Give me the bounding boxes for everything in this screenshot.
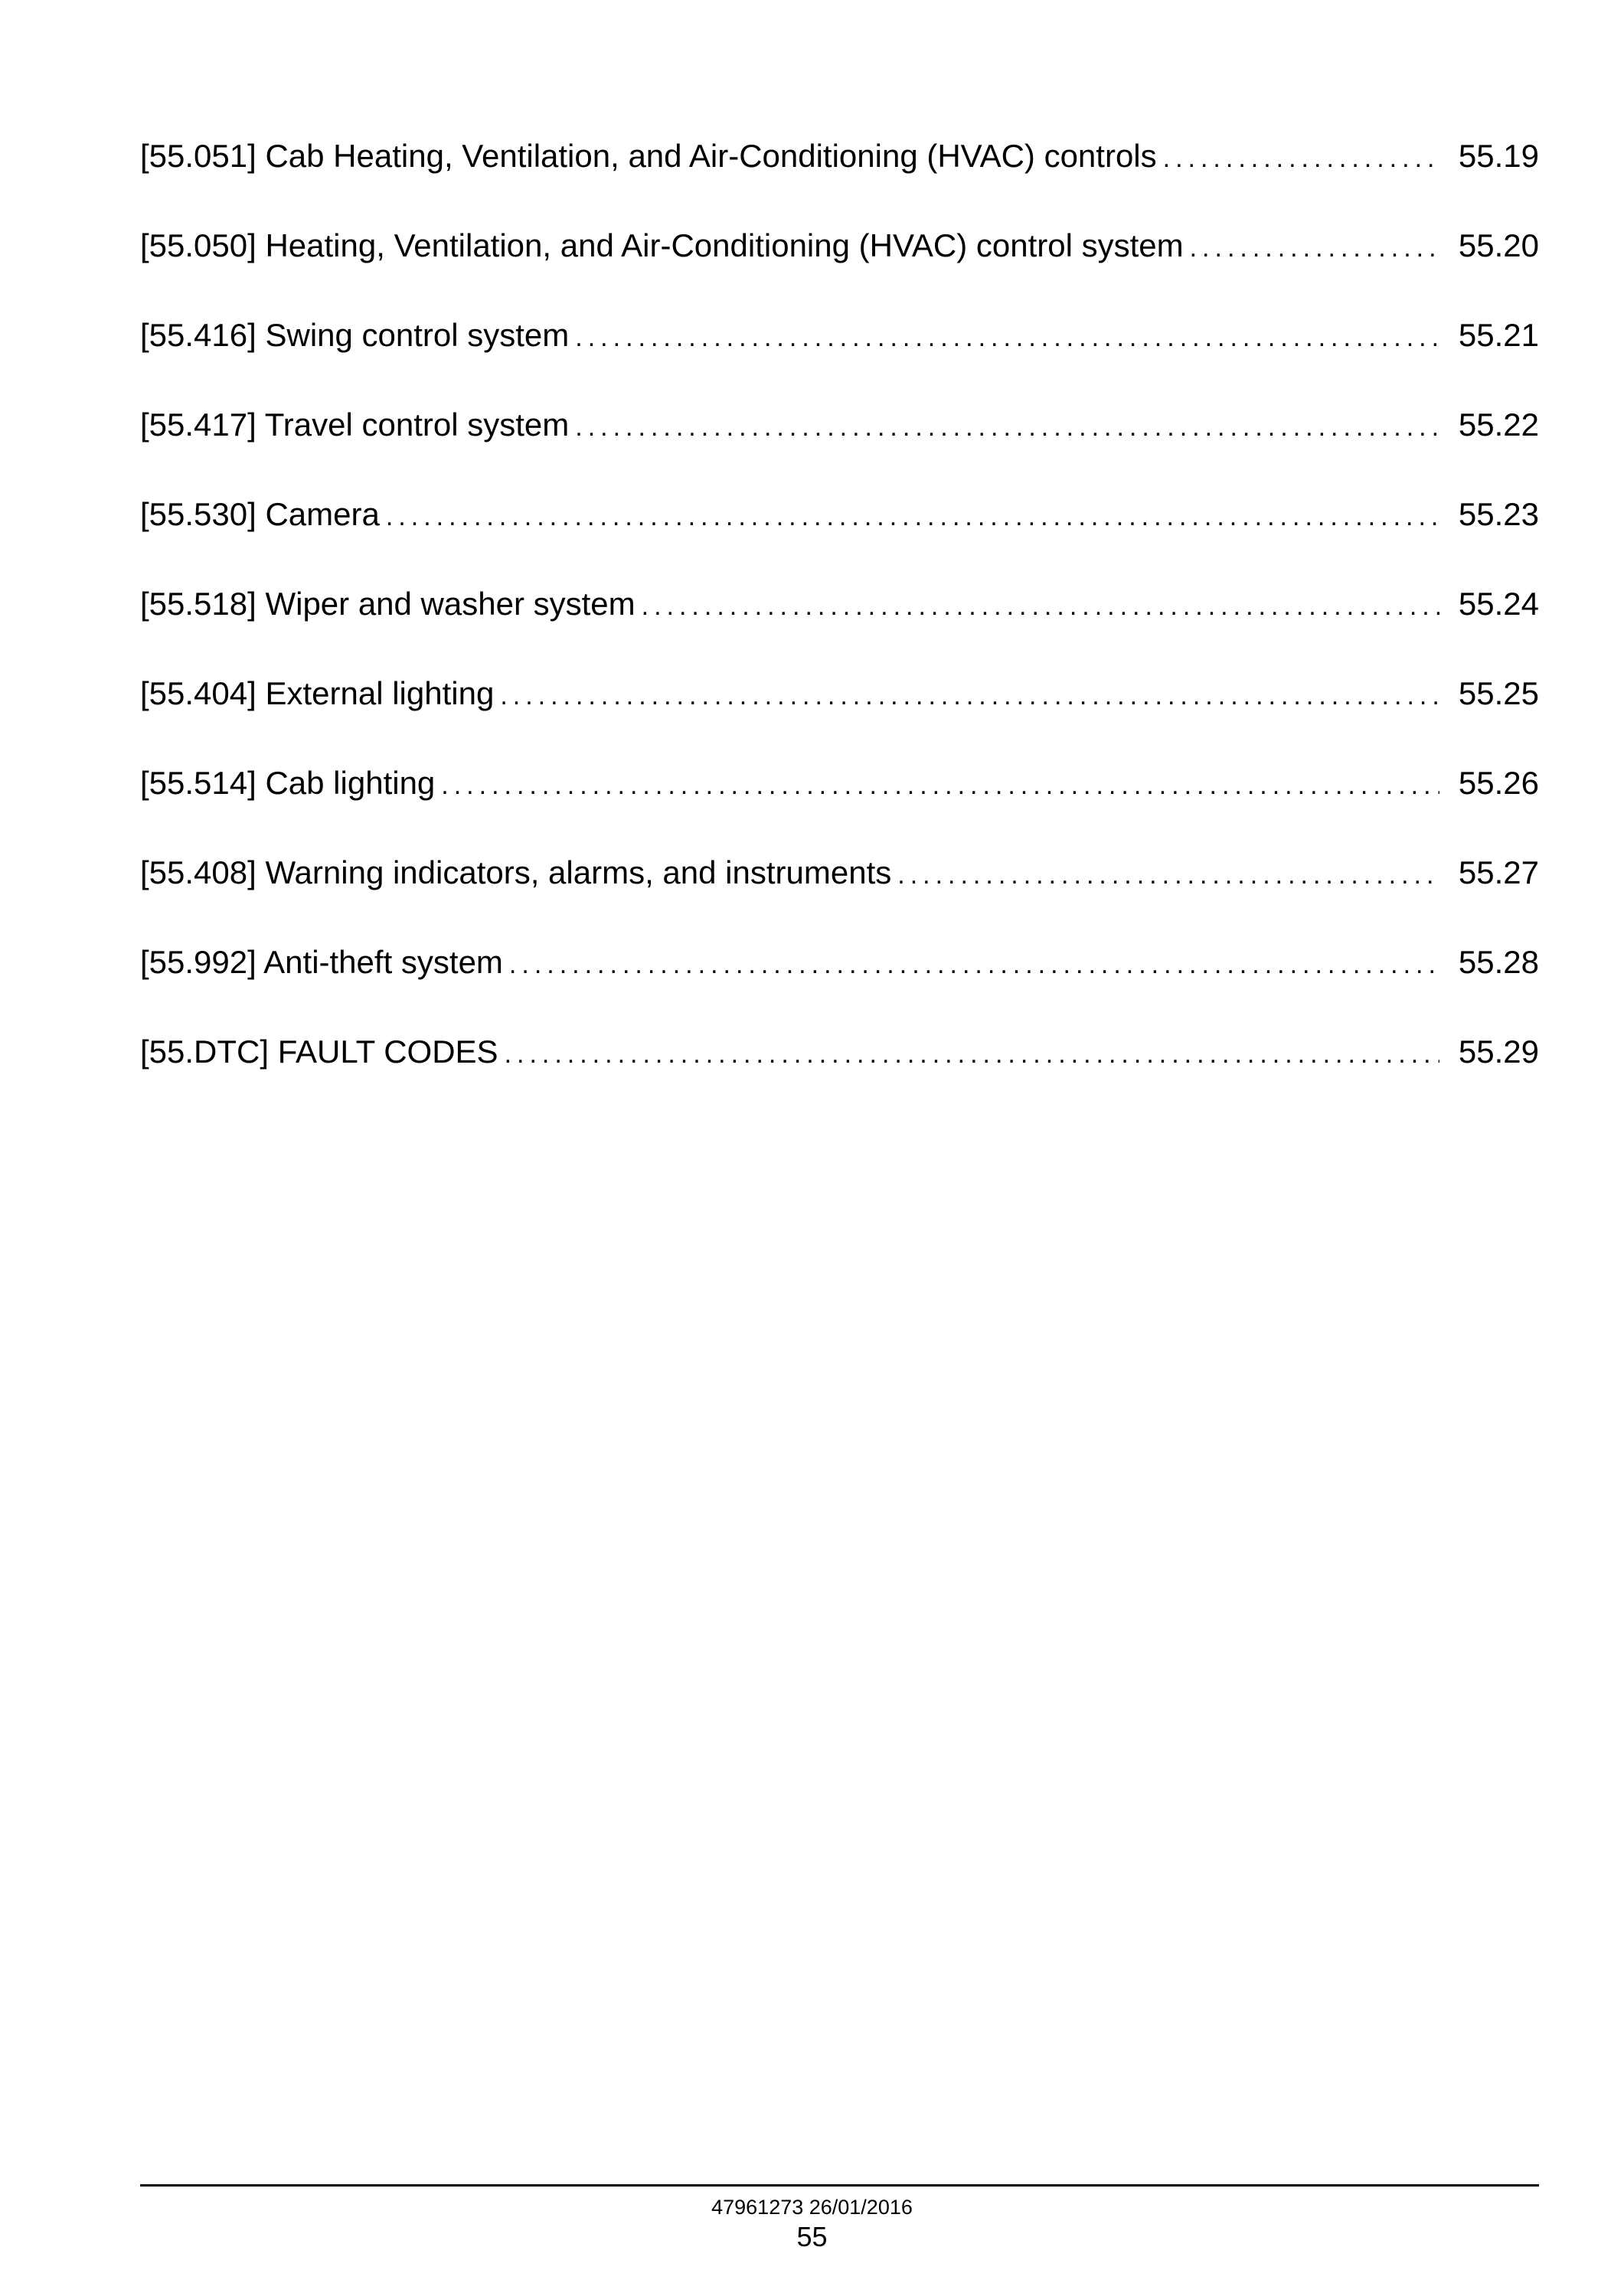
toc-entry[interactable] — [140, 939, 1539, 1029]
dot-leader — [386, 494, 1439, 540]
footer-document-id: 47961273 26/01/2016 — [711, 2196, 913, 2219]
toc-entry-page[interactable]: 55.28 — [1458, 944, 1539, 980]
toc-entry-title[interactable]: [55.518] Wiper and washer system — [140, 586, 636, 622]
toc-entry-page[interactable]: 55.26 — [1458, 765, 1539, 801]
toc-entry-title[interactable]: [55.992] Anti-theft system — [140, 944, 503, 980]
dot-leader — [642, 583, 1439, 629]
toc-entry[interactable] — [140, 760, 1539, 850]
toc-entry-page[interactable]: 55.27 — [1458, 854, 1539, 890]
toc-entry-title[interactable]: [55.404] External lighting — [140, 675, 495, 711]
toc-entry[interactable] — [140, 1029, 1539, 1119]
dot-leader — [509, 942, 1439, 988]
toc-entry-title[interactable]: [55.051] Cab Heating, Ventilation, and Air-Conditioning (HVAC) controls — [140, 138, 1157, 174]
toc-entry[interactable] — [140, 850, 1539, 939]
dot-leader — [500, 673, 1439, 719]
toc-entry[interactable] — [140, 133, 1539, 223]
toc-entry-page[interactable]: 55.22 — [1458, 407, 1539, 443]
toc-entry[interactable] — [140, 312, 1539, 402]
toc-entry-page[interactable]: 55.24 — [1458, 586, 1539, 622]
toc-entry-page[interactable]: 55.25 — [1458, 675, 1539, 711]
dot-leader — [441, 763, 1439, 808]
dot-leader — [1163, 136, 1439, 181]
dot-leader — [575, 404, 1439, 450]
toc-entry[interactable] — [140, 671, 1539, 760]
toc-entry-title[interactable]: [55.DTC] FAULT CODES — [140, 1034, 498, 1070]
dot-leader — [897, 852, 1439, 898]
toc-entry-title[interactable]: [55.408] Warning indicators, alarms, and instruments — [140, 854, 892, 890]
toc-entry[interactable] — [140, 223, 1539, 312]
toc-entry[interactable] — [140, 492, 1539, 581]
footer-divider — [140, 2184, 1539, 2187]
toc-entry-page[interactable]: 55.19 — [1458, 138, 1539, 174]
dot-leader — [575, 315, 1439, 361]
table-of-contents — [140, 133, 1539, 1119]
toc-entry-page[interactable]: 55.20 — [1458, 227, 1539, 263]
toc-entry-title[interactable]: [55.530] Camera — [140, 496, 380, 532]
dot-leader — [505, 1031, 1439, 1077]
dot-leader — [1190, 225, 1439, 271]
footer-page-number: 55 — [796, 2221, 828, 2252]
toc-entry-title[interactable]: [55.050] Heating, Ventilation, and Air-Conditioning (HVAC) control system — [140, 227, 1184, 263]
toc-entry-page[interactable]: 55.29 — [1458, 1034, 1539, 1070]
toc-entry-page[interactable]: 55.21 — [1458, 317, 1539, 353]
toc-entry-title[interactable]: [55.417] Travel control system — [140, 407, 570, 443]
toc-entry-title[interactable]: [55.416] Swing control system — [140, 317, 570, 353]
toc-entry[interactable] — [140, 581, 1539, 671]
toc-entry[interactable] — [140, 402, 1539, 492]
toc-entry-title[interactable]: [55.514] Cab lighting — [140, 765, 436, 801]
toc-entry-page[interactable]: 55.23 — [1458, 496, 1539, 532]
